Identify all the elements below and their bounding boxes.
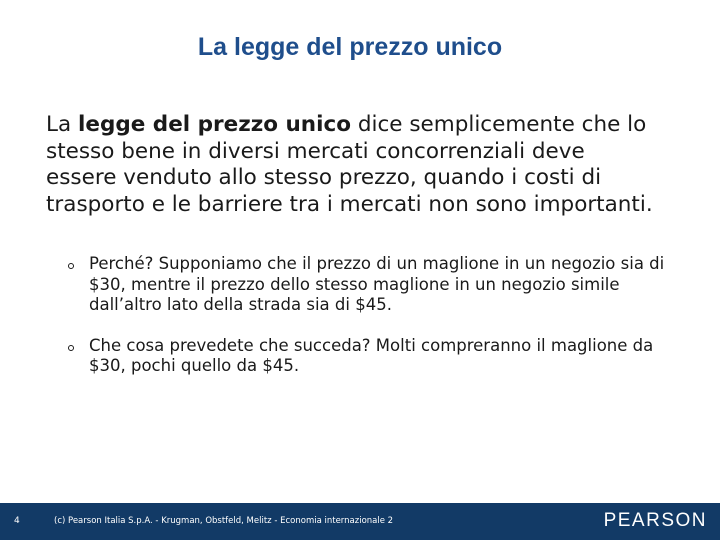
page-number: 4 <box>14 516 20 526</box>
definition-rest: dice semplicemente che lo stesso bene in diversi mercati concorrenziali deve essere venduto allo stesso prezzo, quando i costi di trasporto e le barriere tra i mercati non sono importanti. <box>46 112 653 217</box>
hollow-circle-bullet-icon <box>68 263 74 269</box>
hollow-circle-bullet-icon <box>68 345 74 351</box>
definition-intro: La <box>46 112 78 137</box>
pearson-logo: PEARSON <box>603 510 707 531</box>
footer-credit: (c) Pearson Italia S.p.A. - Krugman, Obstfeld, Melitz - Economia internazionale 2 <box>54 516 394 526</box>
bullet-text: Perché? Supponiamo che il prezzo di un maglione in un negozio sia di $30, mentre il prezzo dello stesso maglione in un negozio simile dall’altro lato della strada sia di $45. <box>89 254 665 314</box>
bullet-text: Che cosa prevedete che succeda? Molti compreranno il maglione da $30, pochi quello da $45. <box>89 335 654 375</box>
bullet-list <box>68 254 668 397</box>
list-item <box>68 254 668 316</box>
list-item <box>68 336 668 377</box>
definition-term: legge del prezzo unico <box>78 112 351 137</box>
definition-paragraph <box>46 112 656 218</box>
footer-bar <box>0 503 720 540</box>
slide-title: La legge del prezzo unico <box>197 33 503 61</box>
